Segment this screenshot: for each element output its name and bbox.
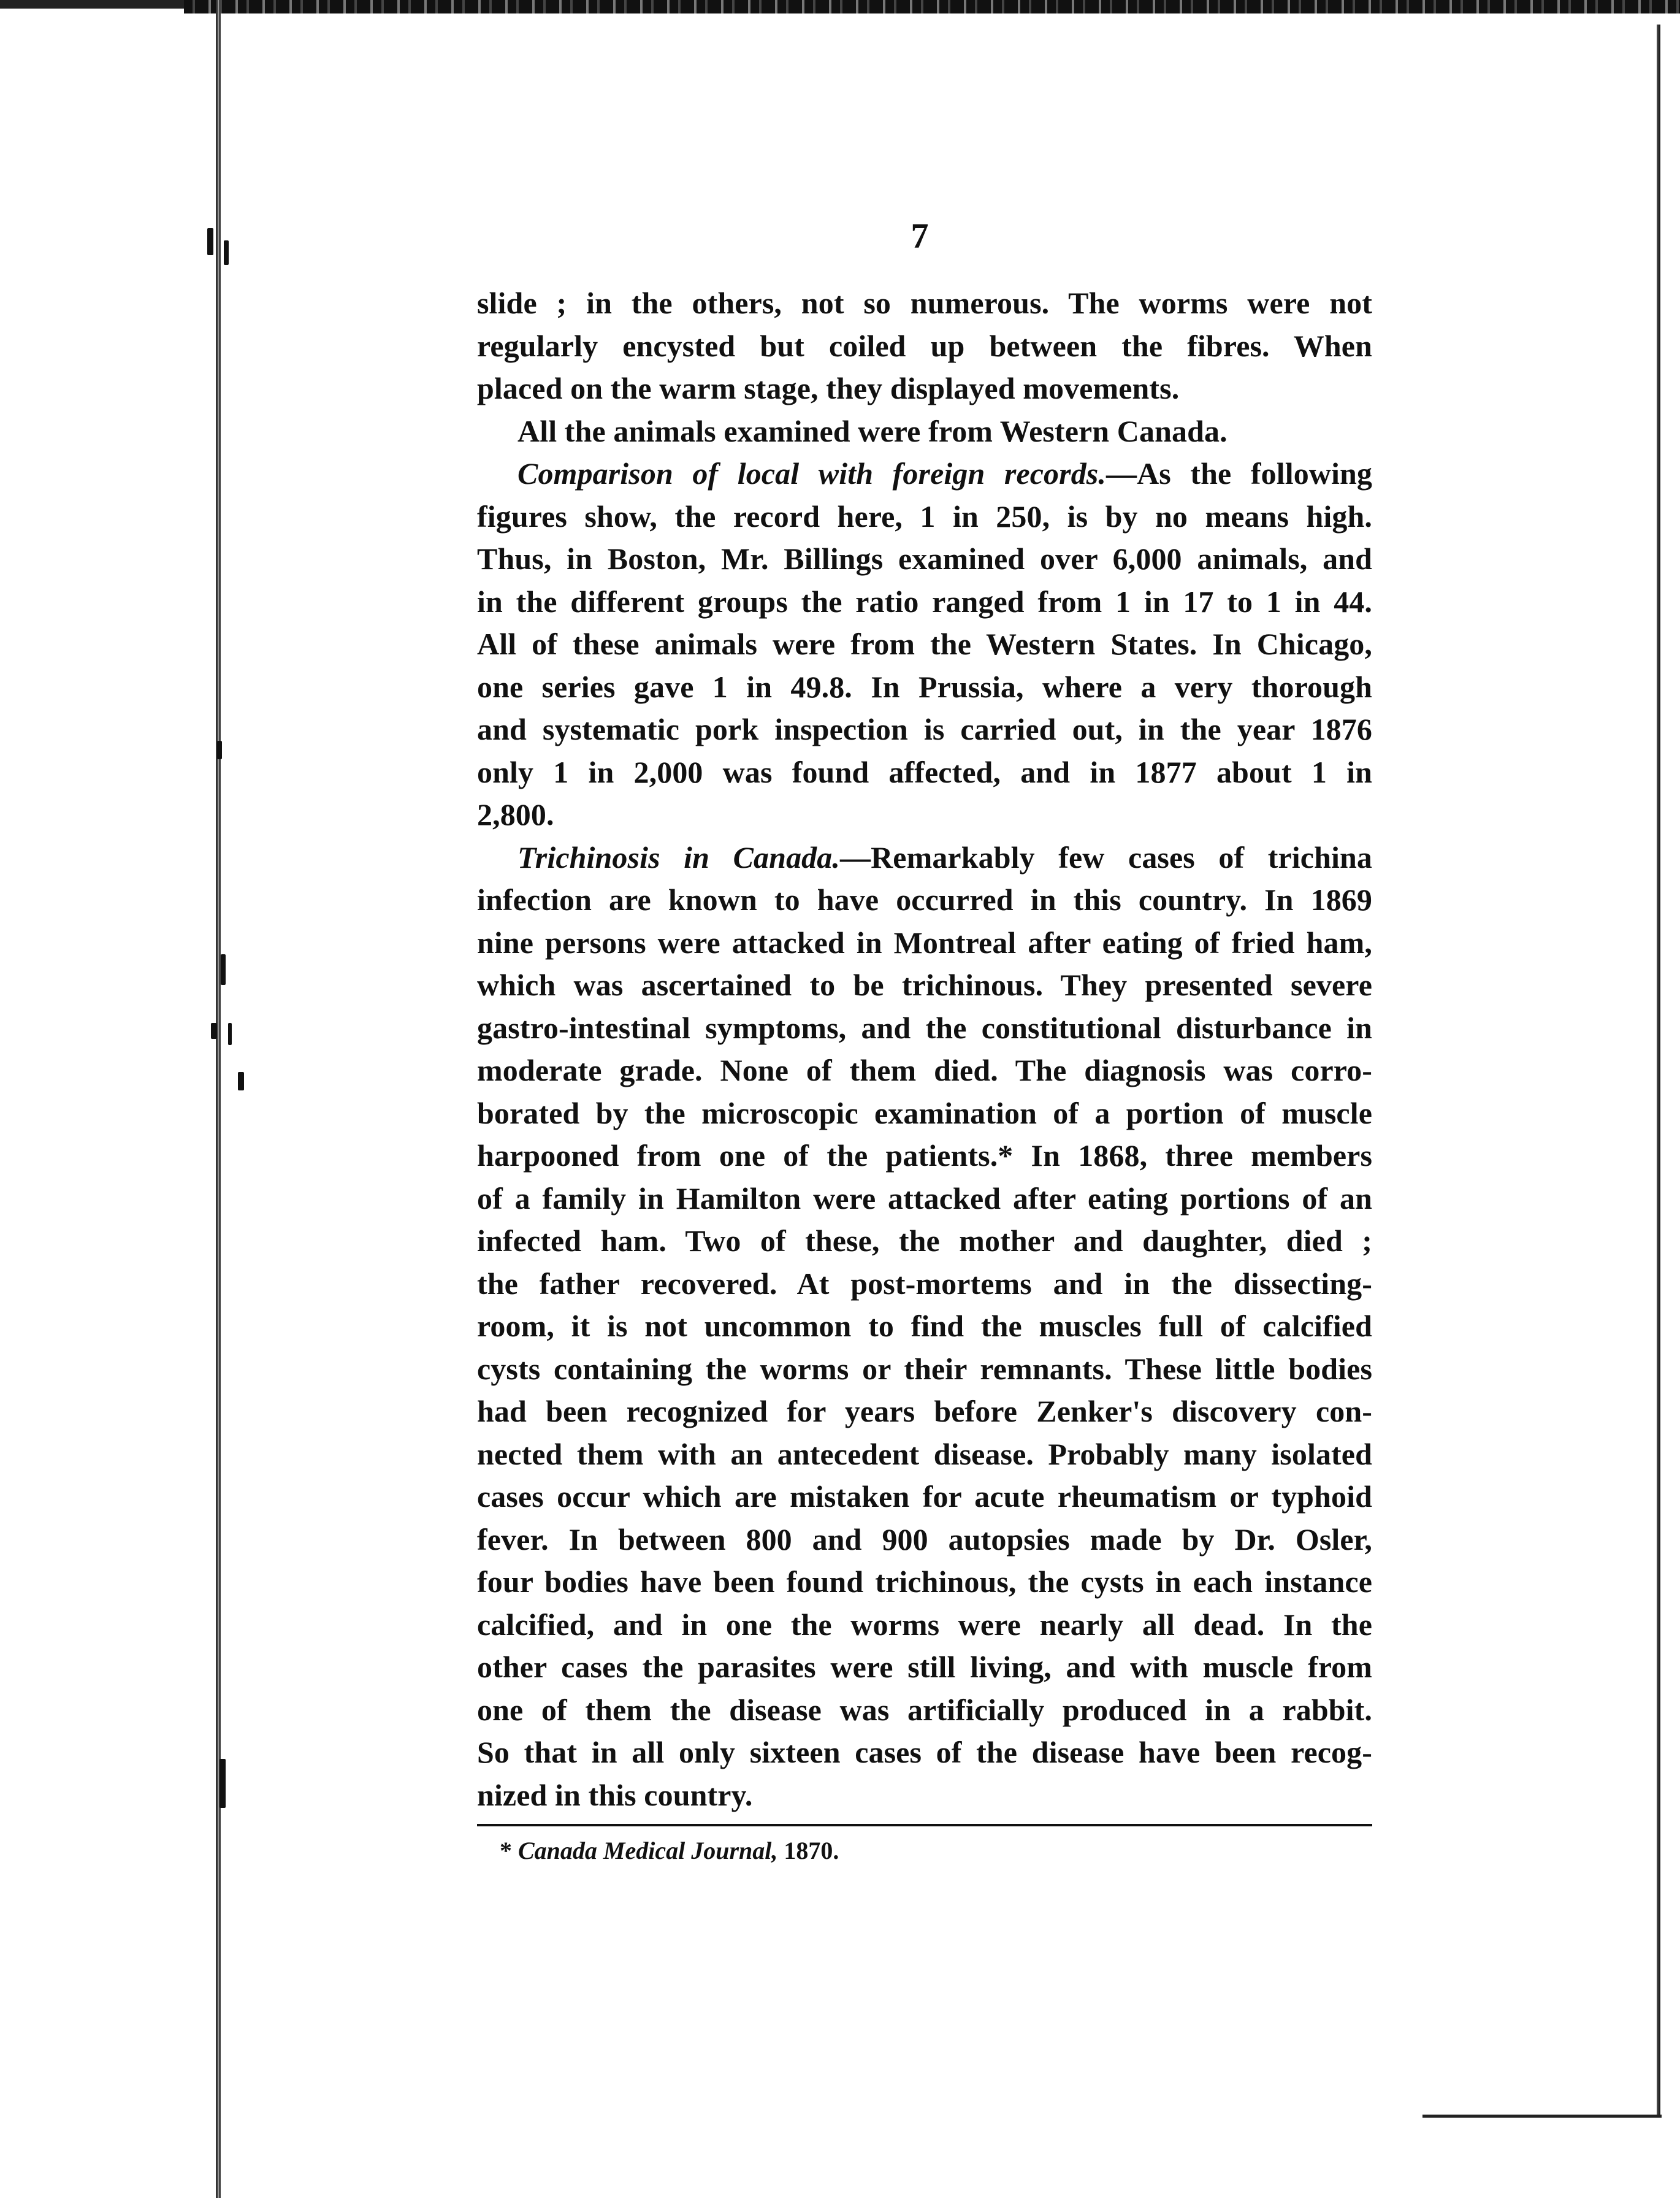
section-heading-line [477, 453, 1372, 496]
section-heading: Comparison of local with foreign records. [517, 456, 1106, 491]
text-line: fever. In between 800 and 900 autopsies made by Dr. Osler, [477, 1522, 1372, 1557]
text-line: room, it is not uncommon to find the muscles full of calcified [477, 1309, 1372, 1343]
text-line: infected ham. Two of these, the mother and daughter, died ; [477, 1223, 1372, 1258]
footnote-rule [477, 1824, 1372, 1826]
text-line: All of these animals were from the Western States. In Chicago, [477, 627, 1372, 661]
binding-mark [207, 228, 213, 255]
binding-mark [224, 240, 229, 265]
binding-mark [238, 1072, 244, 1090]
text-line: four bodies have been found trichinous, the cysts in each instance [477, 1564, 1372, 1599]
scan-edge-top [184, 0, 1680, 13]
binding-mark [217, 741, 222, 759]
binding-mark [221, 954, 226, 985]
text-line: nected them with an antecedent disease. Probably many isolated [477, 1436, 1372, 1471]
text-line: All the animals examined were from Western Canada. [517, 413, 1228, 448]
scan-edge-bottom [1422, 2115, 1662, 2118]
binding-mark [220, 1759, 226, 1808]
text-line: harpooned from one of the patients.* In 1868, three members [477, 1138, 1372, 1173]
text-line: nine persons were attacked in Montreal after eating of fried ham, [477, 925, 1372, 960]
text-line: gastro-intestinal symptoms, and the constitutional disturbance in [477, 1010, 1372, 1045]
text-line: in the different groups the ratio ranged from 1 in 17 to 1 in 44. [477, 584, 1372, 619]
section-heading: Trichinosis in Canada. [517, 840, 840, 875]
text-line: nized in this country. [477, 1777, 753, 1812]
binding-mark [228, 1023, 232, 1045]
text-line: regularly encysted but coiled up between the fibres. When [477, 328, 1372, 363]
text-run: —Remarkably few cases of trichina [839, 840, 1372, 875]
text-line: slide ; in the others, not so numerous. The worms were not [477, 286, 1372, 320]
text-line: one of them the disease was artificially produced in a rabbit. [477, 1692, 1372, 1727]
text-line: which was ascertained to be trichinous. They presented severe [477, 968, 1372, 1002]
text-line: infection are known to have occurred in this country. In 1869 [477, 883, 1372, 917]
body-text [477, 282, 1372, 1817]
scan-edge-top-left [0, 0, 184, 9]
text-line: moderate grade. None of them died. The diagnosis was corro- [477, 1053, 1372, 1087]
text-line: figures show, the record here, 1 in 250, is by no means high. [477, 499, 1372, 534]
text-line: and systematic pork inspection is carried out, in the year 1876 [477, 712, 1372, 746]
page-number: 7 [911, 216, 929, 256]
text-line: of a family in Hamilton were attacked after eating portions of an [477, 1181, 1372, 1216]
binding-mark [211, 1023, 217, 1039]
footnote [500, 1832, 839, 1869]
footnote-marker: * [500, 1837, 518, 1864]
text-line: one series gave 1 in 49.8. In Prussia, where a very thorough [477, 669, 1372, 704]
text-line: calcified, and in one the worms were nearly all dead. In the [477, 1607, 1372, 1642]
text-line: other cases the parasites were still living, and with muscle from [477, 1650, 1372, 1684]
text-run: —As the following [1105, 456, 1372, 491]
text-line: cysts containing the worms or their remnants. These little bodies [477, 1351, 1372, 1386]
scan-edge-right [1657, 25, 1660, 2116]
section-heading-line [477, 837, 1372, 879]
text-line: placed on the warm stage, they displayed movements. [477, 371, 1180, 405]
text-line: cases occur which are mistaken for acute rheumatism or typhoid [477, 1479, 1372, 1514]
page-spine-line [216, 0, 221, 2198]
text-line: So that in all only sixteen cases of the disease have been recog- [477, 1735, 1372, 1769]
text-line: only 1 in 2,000 was found affected, and in 1877 about 1 in [477, 754, 1372, 789]
text-line: had been recognized for years before Zenker's discovery con- [477, 1394, 1372, 1428]
text-line: the father recovered. At post-mortems and in the dissecting- [477, 1266, 1372, 1301]
text-line: 2,800. [477, 797, 554, 832]
footnote-year: 1870. [777, 1837, 839, 1864]
text-line: Thus, in Boston, Mr. Billings examined over 6,000 animals, and [477, 542, 1372, 576]
footnote-source: Canada Medical Journal, [518, 1837, 778, 1864]
text-line: borated by the microscopic examination of a portion of muscle [477, 1095, 1372, 1130]
